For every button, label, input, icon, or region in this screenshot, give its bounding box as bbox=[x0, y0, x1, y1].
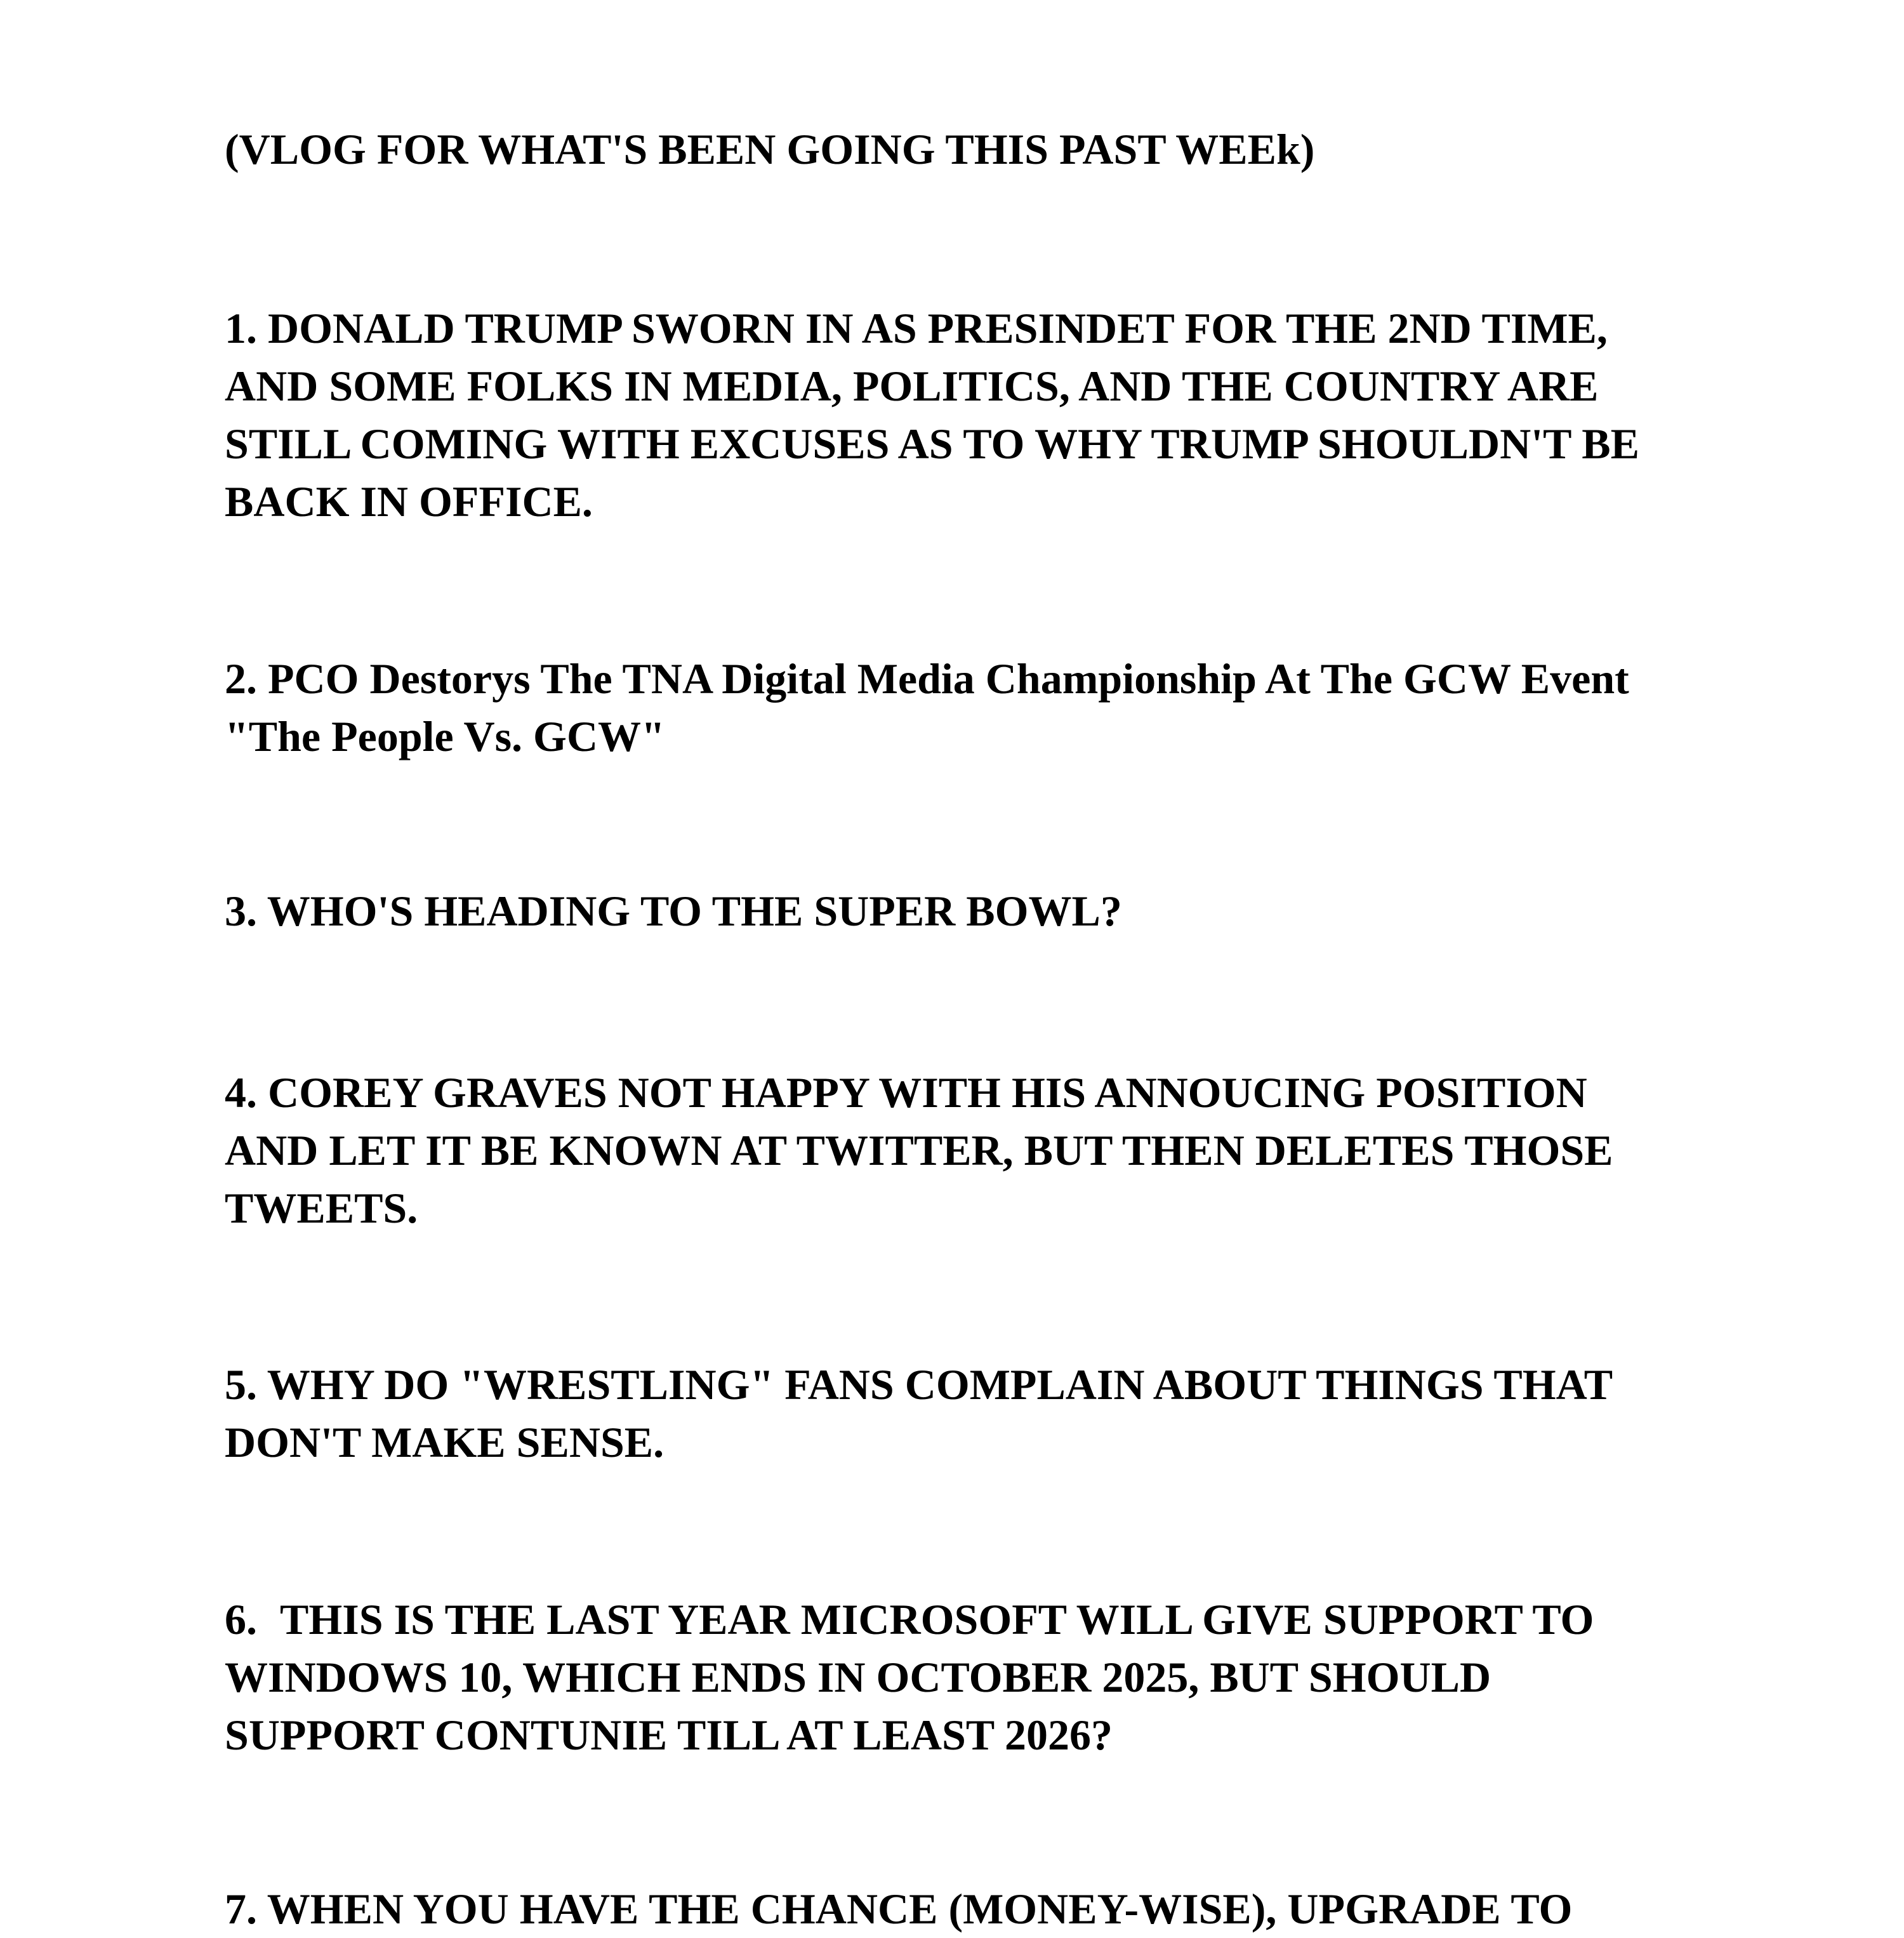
item-1-line-2: AND SOME FOLKS IN MEDIA, POLITICS, AND THE COUNTRY ARE bbox=[225, 362, 1599, 410]
item-2-line-1: 2. PCO Destorys The TNA Digital Media Championship At The GCW Event bbox=[225, 654, 1629, 703]
item-1-line-1: 1. DONALD TRUMP SWORN IN AS PRESINDET FOR THE 2ND TIME, bbox=[225, 304, 1608, 352]
list-item-3 bbox=[225, 882, 1697, 940]
item-7-line-1: 7. WHEN YOU HAVE THE CHANCE (MONEY-WISE), UPGRADE TO bbox=[225, 1885, 1573, 1933]
item-4-line-2: AND LET IT BE KNOWN AT TWITTER, BUT THEN DELETES THOSE bbox=[225, 1126, 1613, 1174]
item-1-line-4: BACK IN OFFICE. bbox=[225, 477, 593, 526]
list-item-2 bbox=[225, 650, 1697, 766]
item-6-line-1-text: THIS IS THE LAST YEAR MICROSOFT WILL GIVE SUPPORT TO bbox=[280, 1595, 1594, 1643]
item-5-line-2: DON'T MAKE SENSE. bbox=[225, 1418, 664, 1466]
item-6-line-2: WINDOWS 10, WHICH ENDS IN OCTOBER 2025, BUT SHOULD bbox=[225, 1653, 1491, 1701]
item-2-line-2: "The People Vs. GCW" bbox=[225, 712, 665, 760]
item-6-line-1 bbox=[225, 1591, 1697, 1649]
item-1-line-3: STILL COMING WITH EXCUSES AS TO WHY TRUMP SHOULDN'T BE bbox=[225, 420, 1639, 468]
item-4-line-1: 4. COREY GRAVES NOT HAPPY WITH HIS ANNOUCING POSITION bbox=[225, 1068, 1587, 1117]
list-item-7 bbox=[225, 1880, 1697, 1938]
item-6-number: 6. bbox=[225, 1595, 257, 1643]
item-5-line-1: 5. WHY DO "WRESTLING" FANS COMPLAIN ABOUT THINGS THAT bbox=[225, 1360, 1613, 1409]
list-item-1 bbox=[225, 300, 1697, 531]
item-6-line-3: SUPPORT CONTUNIE TILL AT LEAST 2026? bbox=[225, 1711, 1113, 1759]
item-3-line-1: 3. WHO'S HEADING TO THE SUPER BOWL? bbox=[225, 887, 1122, 935]
item-4-line-3: TWEETS. bbox=[225, 1184, 418, 1232]
document-heading bbox=[225, 121, 1697, 178]
list-item-6 bbox=[225, 1591, 1697, 1764]
list-item-5 bbox=[225, 1356, 1697, 1471]
list-item-4 bbox=[225, 1064, 1697, 1237]
heading-line: (VLOG FOR WHAT'S BEEN GOING THIS PAST WEEk) bbox=[225, 125, 1315, 173]
